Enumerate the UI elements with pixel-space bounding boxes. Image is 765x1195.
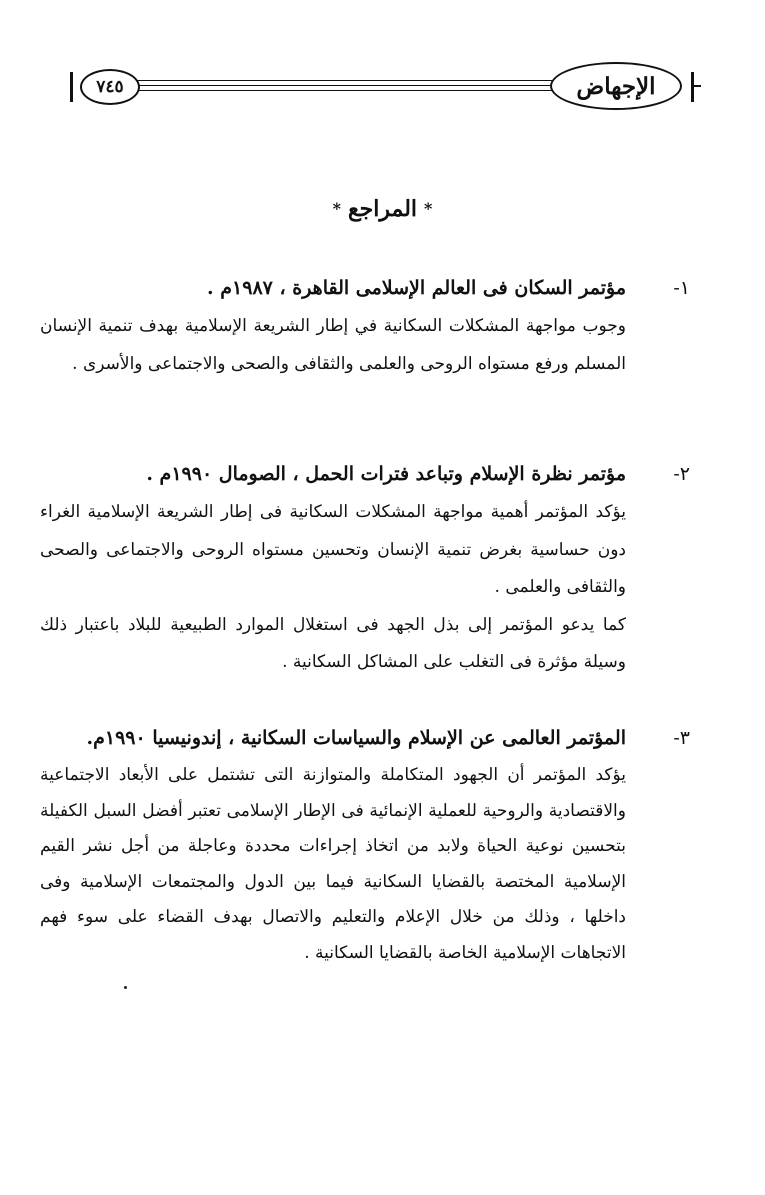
page-number: ٧٤٥	[80, 69, 140, 105]
reference-title: مؤتمر نظرة الإسلام وتباعد فترات الحمل ، الصومال ١٩٩٠م .	[146, 463, 626, 485]
reference-item	[40, 718, 690, 971]
reference-item	[40, 268, 690, 383]
section-heading	[0, 196, 765, 222]
section-heading-title: المراجع	[347, 196, 418, 222]
header-end-bar-left	[70, 72, 73, 102]
reference-item	[40, 454, 690, 682]
reference-number: ٣-	[673, 727, 690, 749]
running-title: الإجهاض	[550, 62, 682, 110]
reference-number: ١-	[673, 277, 690, 299]
star-ornament-left: *	[332, 199, 341, 218]
running-header	[68, 62, 696, 114]
star-ornament-right: *	[424, 199, 433, 218]
header-rule	[128, 80, 574, 81]
reference-paragraph: يؤكد المؤتمر أهمية مواجهة المشكلات السكانية فى إطار الشريعة الإسلامية الغراء دون حساسية بغرض تنمية الإنسان وتحسين مستواه الروحى والاجتماعى والصحى والثقافى والعلمى .	[40, 502, 626, 597]
print-speck	[124, 986, 127, 989]
header-rule	[128, 85, 574, 86]
reference-title: المؤتمر العالمى عن الإسلام والسياسات السكانية ، إندونيسيا ١٩٩٠م.	[86, 727, 626, 749]
reference-paragraph: يؤكد المؤتمر أن الجهود المتكاملة والمتوازنة التى تشتمل على الأبعاد الاجتماعية والاقتصادية والروحية للعملية الإنمائية فى الإطار الإسلامى تعتبر أفضل السبل الكفيلة بتحسين نوعية الحياة ولابد من اتخاذ إجراءات محددة وعاجلة من أجل نشر القيم الإسلامية المختصة بالقضايا السكانية فيما بين الدول والمجتمعات الإسلامية وفى داخلها ، وذلك من خلال الإعلام والتعليم والاتصال بهدف القضاء على سوء فهم الاتجاهات الإسلامية الخاصة بالقضايا السكانية .	[40, 765, 626, 963]
reference-number: ٢-	[673, 463, 690, 485]
header-end-bar-right	[691, 72, 694, 102]
header-rule	[128, 90, 574, 91]
reference-paragraph: وجوب مواجهة المشكلات السكانية في إطار الشريعة الإسلامية بهدف تنمية الإنسان المسلم ورفع مستواه الروحى والعلمى والثقافى والصحى والاجتماعى والأسرى .	[40, 316, 626, 374]
reference-paragraph: كما يدعو المؤتمر إلى بذل الجهد فى استغلال الموارد الطبيعية للبلاد باعتبار ذلك وسيلة مؤثرة فى التغلب على المشاكل السكانية .	[40, 614, 626, 672]
reference-title: مؤتمر السكان فى العالم الإسلامى القاهرة ، ١٩٨٧م .	[207, 277, 626, 299]
